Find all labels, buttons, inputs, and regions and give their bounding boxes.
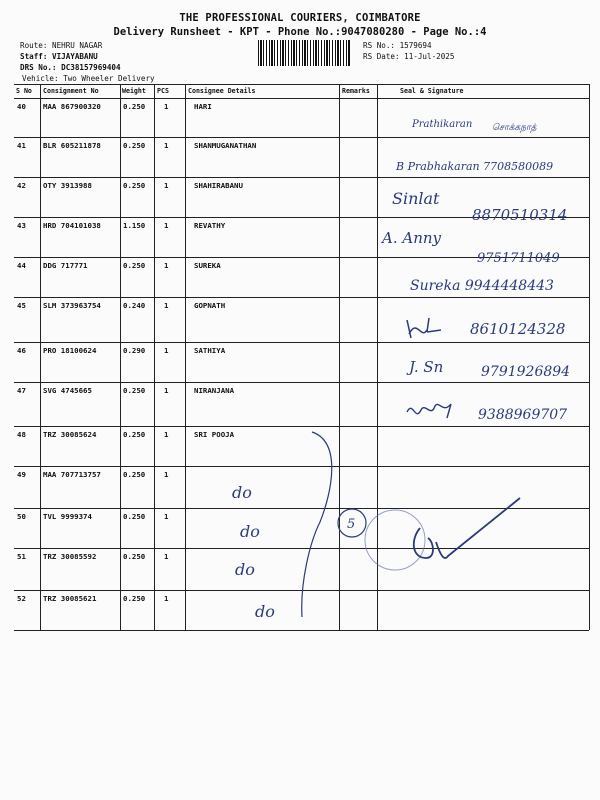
consignment-number: SVG 4745665 [43,386,92,395]
weight-value: 0.250 [123,141,146,150]
consignment-number: MAA 707713757 [43,470,101,479]
pieces-count: 1 [164,102,169,111]
col-header-weight: Weight [122,87,146,95]
consignment-number: PRO 18100624 [43,346,97,355]
consignment-number: OTY 3913988 [43,181,92,190]
consignment-number: SLM 373963754 [43,301,101,310]
signature-mark-row-45 [407,318,441,338]
pieces-count: 1 [164,221,169,230]
pieces-count: 1 [164,552,169,561]
consignee-name: SUREKA [194,261,221,270]
weight-value: 0.250 [123,552,146,561]
signature-row-40-name: சொக்கநாத் [492,123,537,133]
signature-row-46: J. Sn [409,358,444,376]
vehicle-label: Vehicle: Two Wheeler Delivery [22,74,155,83]
serial-number: 41 [17,141,26,150]
weight-value: 0.250 [123,512,146,521]
serial-number: 40 [17,102,26,111]
consignment-number: DDG 717771 [43,261,88,270]
rs-date: RS Date: 11-Jul-2025 [363,52,455,61]
ditto-mark-row-50: do [240,522,260,541]
consignment-number: TRZ 30085592 [43,552,97,561]
weight-value: 0.250 [123,102,146,111]
pieces-count: 1 [164,470,169,479]
weight-value: 0.290 [123,346,146,355]
consignee-name: SHAHIRABANU [194,181,243,190]
serial-number: 44 [17,261,26,270]
signature-row-40: Prathikaran [412,119,473,130]
weight-value: 0.250 [123,594,146,603]
rs-number: RS No.: 1579694 [363,41,432,50]
drs-label: DRS No.: DC38157969404 [20,63,121,72]
serial-number: 46 [17,346,26,355]
signature-row-41: B Prabhakaran 7708580089 [396,160,554,173]
consignee-name: SATHIYA [194,346,226,355]
signature-mark-row-47 [407,404,451,418]
pieces-count: 1 [164,594,169,603]
pieces-count: 1 [164,301,169,310]
staff-label: Staff: VIJAYABANU [20,52,98,61]
pieces-count: 1 [164,261,169,270]
route-label: Route: NEHRU NAGAR [20,41,103,50]
serial-number: 49 [17,470,26,479]
serial-number: 47 [17,386,26,395]
consignee-name: GOPNATH [194,301,226,310]
weight-value: 0.250 [123,386,146,395]
ditto-mark-row-52: do [255,602,275,621]
col-header-sno: S No [16,87,32,95]
serial-number: 45 [17,301,26,310]
pieces-count: 1 [164,386,169,395]
phone-row-43: 9751711049 [477,251,560,266]
phone-row-46: 9791926894 [481,364,571,380]
pieces-count: 1 [164,430,169,439]
weight-value: 0.250 [123,261,146,270]
consignee-name: HARI [194,102,212,111]
col-header-pcs: PCS [157,87,169,95]
phone-row-45: 8610124328 [470,320,566,338]
weight-value: 0.240 [123,301,146,310]
signature-row-43: A. Anny [382,229,441,247]
phone-row-42: 8870510314 [472,206,568,224]
seal-signature [414,498,520,558]
serial-number: 43 [17,221,26,230]
col-header-consignee: Consignee Details [188,87,256,95]
pieces-count: 1 [164,346,169,355]
consignment-number: TRZ 30085621 [43,594,97,603]
consignment-number: BLR 605211878 [43,141,101,150]
pieces-count: 1 [164,141,169,150]
consignee-name: SHANMUGANATHAN [194,141,257,150]
ditto-mark-row-51: do [235,560,255,579]
weight-value: 0.250 [123,181,146,190]
pieces-count: 1 [164,512,169,521]
serial-number: 42 [17,181,26,190]
circled-count-label: 5 [347,517,356,532]
col-header-seal-signature: Seal & Signature [400,87,464,95]
serial-number: 51 [17,552,26,561]
seal-stamp [365,510,425,570]
consignee-name: SRI POOJA [194,430,235,439]
signature-row-44: Sureka 9944448443 [410,278,554,294]
consignee-name: REVATHY [194,221,226,230]
consignment-number: TRZ 30085624 [43,430,97,439]
bracket-stroke [302,432,332,617]
weight-value: 1.150 [123,221,146,230]
serial-number: 48 [17,430,26,439]
ditto-mark-row-49: do [232,483,252,502]
serial-number: 52 [17,594,26,603]
pieces-count: 1 [164,181,169,190]
serial-number: 50 [17,512,26,521]
consignee-name: NIRANJANA [194,386,235,395]
col-header-consignment: Consignment No [43,87,99,95]
consignment-number: TVL 9999374 [43,512,92,521]
company-title: THE PROFESSIONAL COURIERS, COIMBATORE [179,12,421,24]
signature-row-42: Sinlat [392,189,440,208]
runsheet-title: Delivery Runsheet - KPT - Phone No.:9047080280 - Page No.:4 [113,26,487,38]
col-header-remarks: Remarks [342,87,370,95]
consignment-number: HRD 704101038 [43,221,101,230]
phone-row-47: 9388969707 [478,407,568,423]
consignment-number: MAA 867900320 [43,102,101,111]
weight-value: 0.250 [123,430,146,439]
weight-value: 0.250 [123,470,146,479]
